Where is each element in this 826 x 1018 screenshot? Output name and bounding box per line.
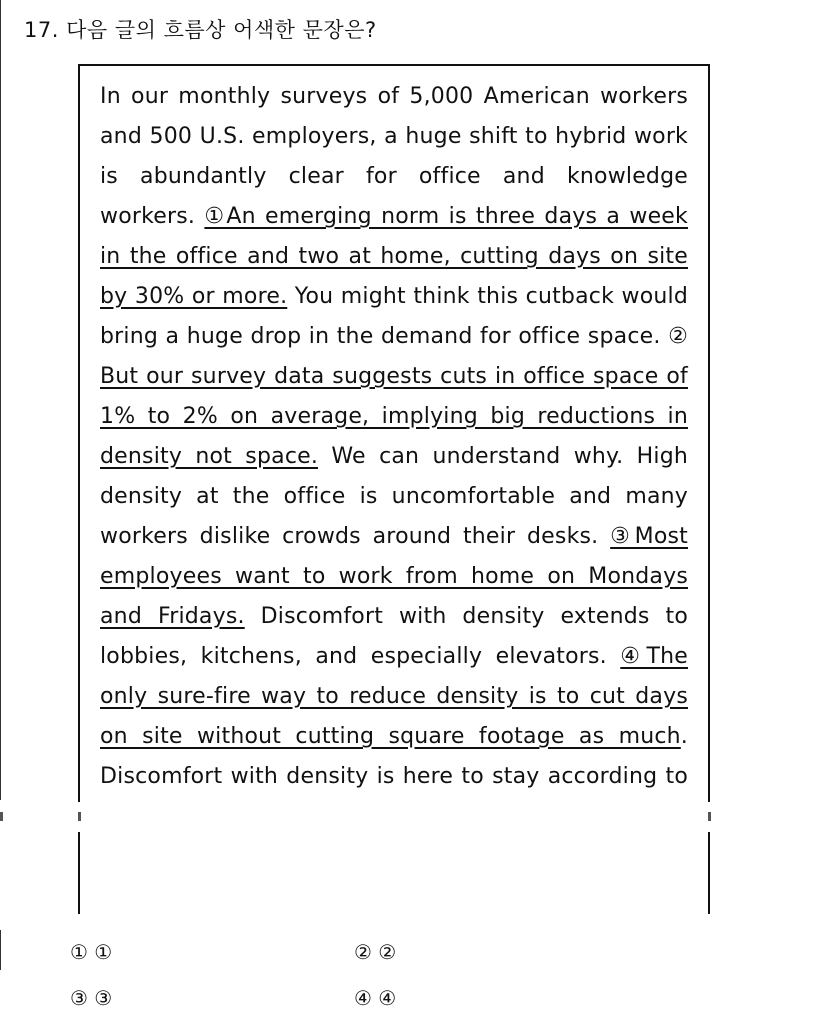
passage-underlined-2: But our survey data suggests cuts in office space of 1% to 2% on average, implying big reductions in density not space.: [100, 364, 688, 469]
passage-box: [78, 64, 710, 914]
choice-4[interactable]: ④ ④: [354, 986, 397, 1010]
choice-1[interactable]: ① ①: [70, 940, 113, 964]
passage-text-1: In our monthly surveys of 5,000 American workers and 500 U.S. employers, a huge shift to hybrid work is abundantly clear for office and knowledge workers.: [100, 84, 688, 229]
passage-underlined-4: ④The only sure-fire way to reduce density is to cut days on site without cutting square footage as much: [100, 644, 688, 749]
page-margin-rule-top: [0, 0, 1, 800]
passage-underlined-3: ③Most employees want to work from home on Mondays and Fridays.: [100, 524, 688, 629]
passage-text-2: You might think this cutback would bring a huge drop in the demand for office space. ②: [100, 284, 688, 349]
gap-marker-box-right: [708, 812, 711, 821]
gap-marker-left: [0, 812, 3, 821]
passage-text-4: Discomfort with density extends to lobbies, kitchens, and especially elevators.: [100, 604, 688, 669]
passage-text: [100, 77, 688, 837]
question-title: 17. 다음 글의 흐름상 어색한 문장은?: [24, 18, 377, 42]
passage-text-3: We can understand why. High density at the office is uncomfortable and many workers dislike crowds around their desks.: [100, 444, 688, 549]
choice-3[interactable]: ③ ③: [70, 986, 113, 1010]
choice-2[interactable]: ② ②: [354, 940, 397, 964]
passage-underlined-1: ①An emerging norm is three days a week in the office and two at home, cutting days on site by 30% or more.: [100, 204, 688, 309]
passage-text-5: . Discomfort with density is here to stay according to: [100, 724, 688, 789]
scan-gap: [0, 802, 826, 832]
page-margin-rule-bottom: [0, 930, 1, 970]
gap-marker-box-left: [78, 812, 81, 821]
